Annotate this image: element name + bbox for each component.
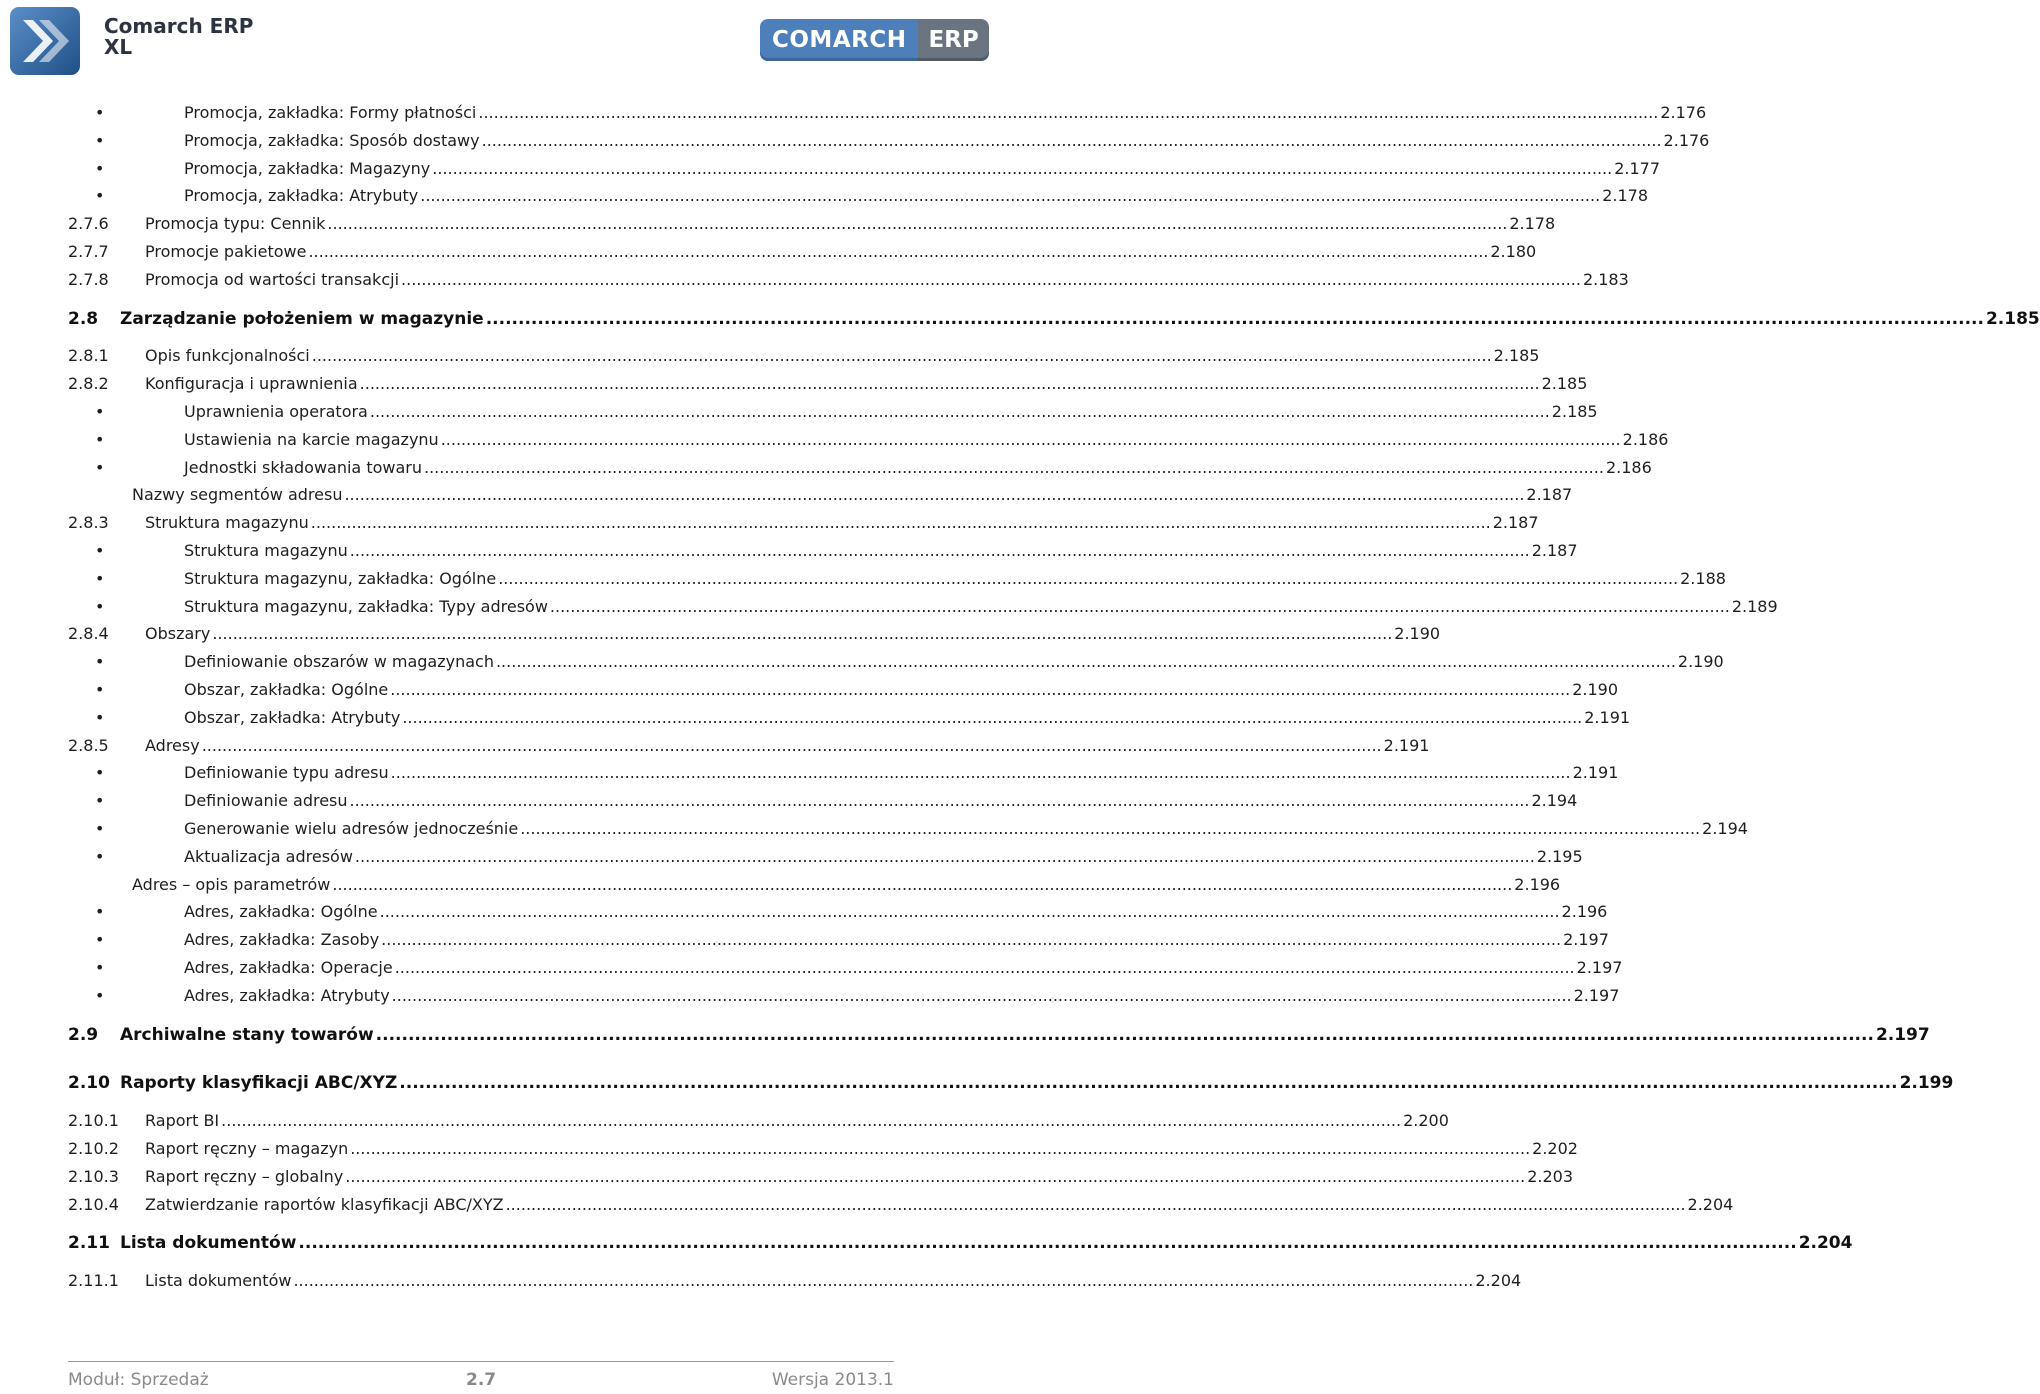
toc-entry-title: Lista dokumentów [145,1271,292,1290]
toc-dot-leader [550,595,1730,619]
footer-module: Moduł: Sprzedaż [68,1370,209,1390]
bullet-icon: • [95,569,105,588]
toc-entry-number: 2.10.4 [68,1195,119,1214]
toc-entry[interactable] [68,678,1618,702]
toc-entry-page: 2.197 [1875,1025,1930,1045]
toc-entry-title: Obszar, zakładka: Atrybuty [184,708,401,727]
toc-entry-title: Promocje pakietowe [145,242,307,261]
toc-entry-page: 2.204 [1687,1195,1734,1214]
toc-entry-title: Promocja, zakładka: Magazyny [184,159,431,178]
toc-entry[interactable] [68,511,1539,535]
toc-entry-page: 2.186 [1622,430,1669,449]
bullet-icon: • [95,708,105,727]
toc-dot-leader [401,268,1581,292]
toc-entry-number: 2.10.2 [68,1139,119,1158]
toc-entry-number: 2.8.2 [68,374,109,393]
toc-entry-title: Promocja typu: Cennik [145,214,326,233]
toc-entry[interactable] [68,456,1652,480]
toc-dot-leader [402,706,1582,730]
toc-dot-leader [344,483,1524,507]
toc-dot-leader [496,650,1676,674]
toc-entry-title: Definiowanie obszarów w magazynach [184,652,494,671]
bullet-icon: • [95,847,105,866]
toc-entry-page: 2.204 [1798,1233,1853,1253]
bullet-icon: • [95,819,105,838]
toc-entry-title: Generowanie wielu adresów jednocześnie [184,819,519,838]
toc-entry-title: Definiowanie typu adresu [184,763,389,782]
toc-entry-page: 2.178 [1509,214,1556,233]
toc-entry[interactable] [68,307,2040,331]
toc-dot-leader [478,101,1658,125]
toc-entry-number: 2.8.3 [68,513,109,532]
toc-entry[interactable] [68,1071,1954,1095]
toc-entry-number: 2.10.1 [68,1111,119,1130]
toc-entry-number: 2.9 [68,1025,99,1045]
toc-entry-number: 2.7.7 [68,242,109,261]
toc-entry-page: 2.185 [1551,402,1598,421]
toc-entry-title: Nazwy segmentów adresu [132,485,343,504]
toc-entry[interactable] [68,900,1608,924]
toc-entry-page: 2.189 [1731,597,1778,616]
toc-entry-title: Struktura magazynu [145,513,309,532]
toc-entry[interactable] [68,845,1583,869]
toc-entry-number: 2.11.1 [68,1271,119,1290]
toc-entry-page: 2.176 [1660,103,1707,122]
toc-entry[interactable] [68,761,1619,785]
toc-entry-title: Uprawnienia operatora [184,402,368,421]
toc-entry-page: 2.183 [1582,270,1629,289]
toc-entry-page: 2.197 [1576,958,1623,977]
toc-entry[interactable] [68,1023,1930,1047]
toc-dot-leader [380,900,1560,924]
toc-entry-title: Obszar, zakładka: Ogólne [184,680,389,699]
toc-entry-page: 2.196 [1514,875,1561,894]
toc-dot-leader [486,307,1984,331]
bullet-icon: • [95,103,105,122]
toc-entry[interactable] [68,1165,1574,1189]
footer-divider [68,1361,894,1362]
toc-dot-leader [390,678,1570,702]
toc-entry[interactable] [68,483,1573,507]
toc-entry-page: 2.197 [1573,986,1620,1005]
toc-entry[interactable] [68,984,1620,1008]
toc-entry[interactable] [68,1269,1522,1293]
toc-entry-page: 2.194 [1531,791,1578,810]
toc-entry-page: 2.185 [1985,309,2040,329]
toc-entry-number: 2.10 [68,1073,110,1093]
toc-entry-number: 2.8.4 [68,624,109,643]
toc-entry-title: Lista dokumentów [120,1233,297,1253]
toc-entry[interactable] [68,650,1724,674]
toc-entry-page: 2.204 [1475,1271,1522,1290]
product-name-line2: XL [104,35,133,59]
footer-version: Wersja 2013.1 [771,1370,894,1390]
toc-entry-number: 2.7.8 [68,270,109,289]
toc-entry-title: Adres, zakładka: Operacje [184,958,393,977]
page-footer [68,1368,894,1392]
toc-entry-page: 2.185 [1493,346,1540,365]
page-header [0,0,979,80]
brand-comarch: COMARCH [760,19,918,61]
bullet-icon: • [95,541,105,560]
toc-dot-leader [350,539,1530,563]
toc-dot-leader [293,1269,1473,1293]
bullet-icon: • [95,763,105,782]
toc-entry-title: Raport BI [145,1111,220,1130]
bullet-icon: • [95,597,105,616]
toc-dot-leader [221,1109,1401,1133]
toc-dot-leader [311,511,1491,535]
toc-entry-title: Ustawienia na karcie magazynu [184,430,439,449]
bullet-icon: • [95,652,105,671]
toc-entry[interactable] [68,734,1430,758]
toc-entry-title: Archiwalne stany towarów [120,1025,374,1045]
toc-entry-number: 2.8 [68,309,99,329]
toc-entry[interactable] [68,595,1778,619]
toc-dot-leader [420,184,1600,208]
toc-entry-title: Promocja, zakładka: Sposób dostawy [184,131,480,150]
toc-entry-page: 2.180 [1490,242,1537,261]
toc-entry-title: Raporty klasyfikacji ABC/XYZ [120,1073,398,1093]
toc-entry[interactable] [68,184,1648,208]
toc-entry-page: 2.186 [1605,458,1652,477]
toc-entry-title: Jednostki składowania towaru [184,458,422,477]
toc-entry-page: 2.199 [1899,1073,1954,1093]
toc-dot-leader [308,240,1488,264]
product-name [104,16,253,58]
toc-entry-title: Konfiguracja i uprawnienia [145,374,358,393]
toc-dot-leader [298,1231,1796,1255]
bullet-icon: • [95,402,105,421]
toc-dot-leader [355,845,1535,869]
bullet-icon: • [95,680,105,699]
toc-entry-page: 2.190 [1572,680,1618,699]
toc-entry-page: 2.202 [1532,1139,1578,1158]
toc-entry-page: 2.185 [1541,374,1588,393]
toc-entry-number: 2.7.6 [68,214,109,233]
toc-entry[interactable] [68,157,1661,181]
toc-entry-title: Struktura magazynu, zakładka: Ogólne [184,569,497,588]
toc-dot-leader [312,344,1492,368]
toc-dot-leader [520,817,1700,841]
toc-entry[interactable] [68,212,1556,236]
bullet-icon: • [95,986,105,1005]
toc-dot-leader [360,372,1540,396]
toc-entry-page: 2.195 [1536,847,1583,866]
toc-entry-title: Adres, zakładka: Zasoby [184,930,380,949]
toc-entry[interactable] [68,344,1540,368]
toc-entry-number: 2.11 [68,1233,110,1253]
toc-dot-leader [370,400,1550,424]
toc-dot-leader [202,734,1382,758]
toc-entry-page: 2.191 [1584,708,1631,727]
toc-entry[interactable] [68,428,1669,452]
bullet-icon: • [95,159,105,178]
toc-entry[interactable] [68,268,1629,292]
toc-entry-title: Zatwierdzanie raportów klasyfikacji ABC/XYZ [145,1195,504,1214]
toc-entry-page: 2.190 [1394,624,1441,643]
toc-entry[interactable] [68,1193,1734,1217]
toc-entry-page: 2.176 [1663,131,1710,150]
toc-entry-number: 2.8.1 [68,346,109,365]
bullet-icon: • [95,958,105,977]
toc-dot-leader [350,1137,1530,1161]
toc-entry[interactable] [68,706,1631,730]
toc-dot-leader [345,1165,1525,1189]
toc-dot-leader [332,873,1512,897]
bullet-icon: • [95,791,105,810]
toc-entry-title: Raport ręczny – magazyn [145,1139,349,1158]
comarch-xl-logo-icon [9,6,81,76]
toc-entry[interactable] [68,240,1537,264]
toc-entry-title: Raport ręczny – globalny [145,1167,344,1186]
product-name-line1: Comarch ERP [104,14,254,38]
toc-entry[interactable] [68,1109,1449,1133]
toc-entry-page: 2.188 [1680,569,1726,588]
toc-dot-leader [392,984,1572,1008]
toc-dot-leader [399,1071,1897,1095]
toc-entry[interactable] [68,567,1726,591]
toc-entry[interactable] [68,789,1578,813]
toc-entry-page: 2.187 [1492,513,1539,532]
toc-entry-page: 2.187 [1531,541,1578,560]
toc-dot-leader [498,567,1678,591]
bullet-icon: • [95,186,105,205]
toc-entry-page: 2.178 [1602,186,1648,205]
toc-entry-page: 2.191 [1383,736,1430,755]
bullet-icon: • [95,902,105,921]
toc-entry-page: 2.177 [1614,159,1661,178]
toc-entry-page: 2.200 [1403,1111,1449,1130]
brand-erp: ERP [918,19,988,61]
toc-dot-leader [432,157,1612,181]
toc-entry-title: Adresy [145,736,200,755]
toc-entry-title: Promocja, zakładka: Formy płatności [184,103,477,122]
toc-dot-leader [441,428,1621,452]
toc-dot-leader [506,1193,1686,1217]
toc-entry-page: 2.187 [1526,485,1573,504]
toc-entry-page: 2.191 [1572,763,1619,782]
toc-entry-page: 2.203 [1527,1167,1574,1186]
toc-entry[interactable] [68,539,1578,563]
toc-entry-title: Promocja, zakładka: Atrybuty [184,186,419,205]
toc-entry-page: 2.194 [1702,819,1748,838]
toc-entry-title: Struktura magazynu, zakładka: Typy adresów [184,597,548,616]
toc-dot-leader [391,761,1571,785]
toc-entry-title: Zarządzanie położeniem w magazynie [120,309,484,329]
toc-dot-leader [395,956,1575,980]
toc-entry-title: Struktura magazynu [184,541,348,560]
toc-entry[interactable] [68,1231,1853,1255]
toc-entry-title: Adres, zakładka: Ogólne [184,902,378,921]
toc-entry-title: Opis funkcjonalności [145,346,310,365]
toc-dot-leader [376,1023,1874,1047]
toc-dot-leader [381,928,1561,952]
toc-dot-leader [212,622,1392,646]
toc-dot-leader [482,129,1662,153]
toc-entry[interactable] [68,129,1710,153]
toc-entry[interactable] [68,956,1623,980]
toc-entry[interactable] [68,372,1588,396]
bullet-icon: • [95,930,105,949]
comarch-erp-logo [760,19,989,61]
toc-entry-title: Adres – opis parametrów [132,875,331,894]
toc-entry[interactable] [68,1137,1578,1161]
toc-entry-page: 2.190 [1677,652,1724,671]
toc-entry-page: 2.196 [1561,902,1608,921]
footer-page-number: 2.7 [466,1370,497,1390]
toc-entry-number: 2.10.3 [68,1167,119,1186]
toc-dot-leader [327,212,1507,236]
toc-entry[interactable] [68,622,1441,646]
bullet-icon: • [95,430,105,449]
toc-entry-number: 2.8.5 [68,736,109,755]
bullet-icon: • [95,131,105,150]
toc-entry-title: Aktualizacja adresów [184,847,353,866]
toc-entry-title: Definiowanie adresu [184,791,348,810]
toc-entry[interactable] [68,101,1707,125]
toc-entry-title: Adres, zakładka: Atrybuty [184,986,390,1005]
toc-entry[interactable] [68,928,1609,952]
toc-entry[interactable] [68,873,1561,897]
toc-dot-leader [424,456,1604,480]
toc-entry[interactable] [68,817,1748,841]
toc-entry-page: 2.197 [1563,930,1609,949]
toc-entry-title: Obszary [145,624,211,643]
bullet-icon: • [95,458,105,477]
toc-entry-title: Promocja od wartości transakcji [145,270,400,289]
toc-entry[interactable] [68,400,1598,424]
toc-dot-leader [350,789,1530,813]
